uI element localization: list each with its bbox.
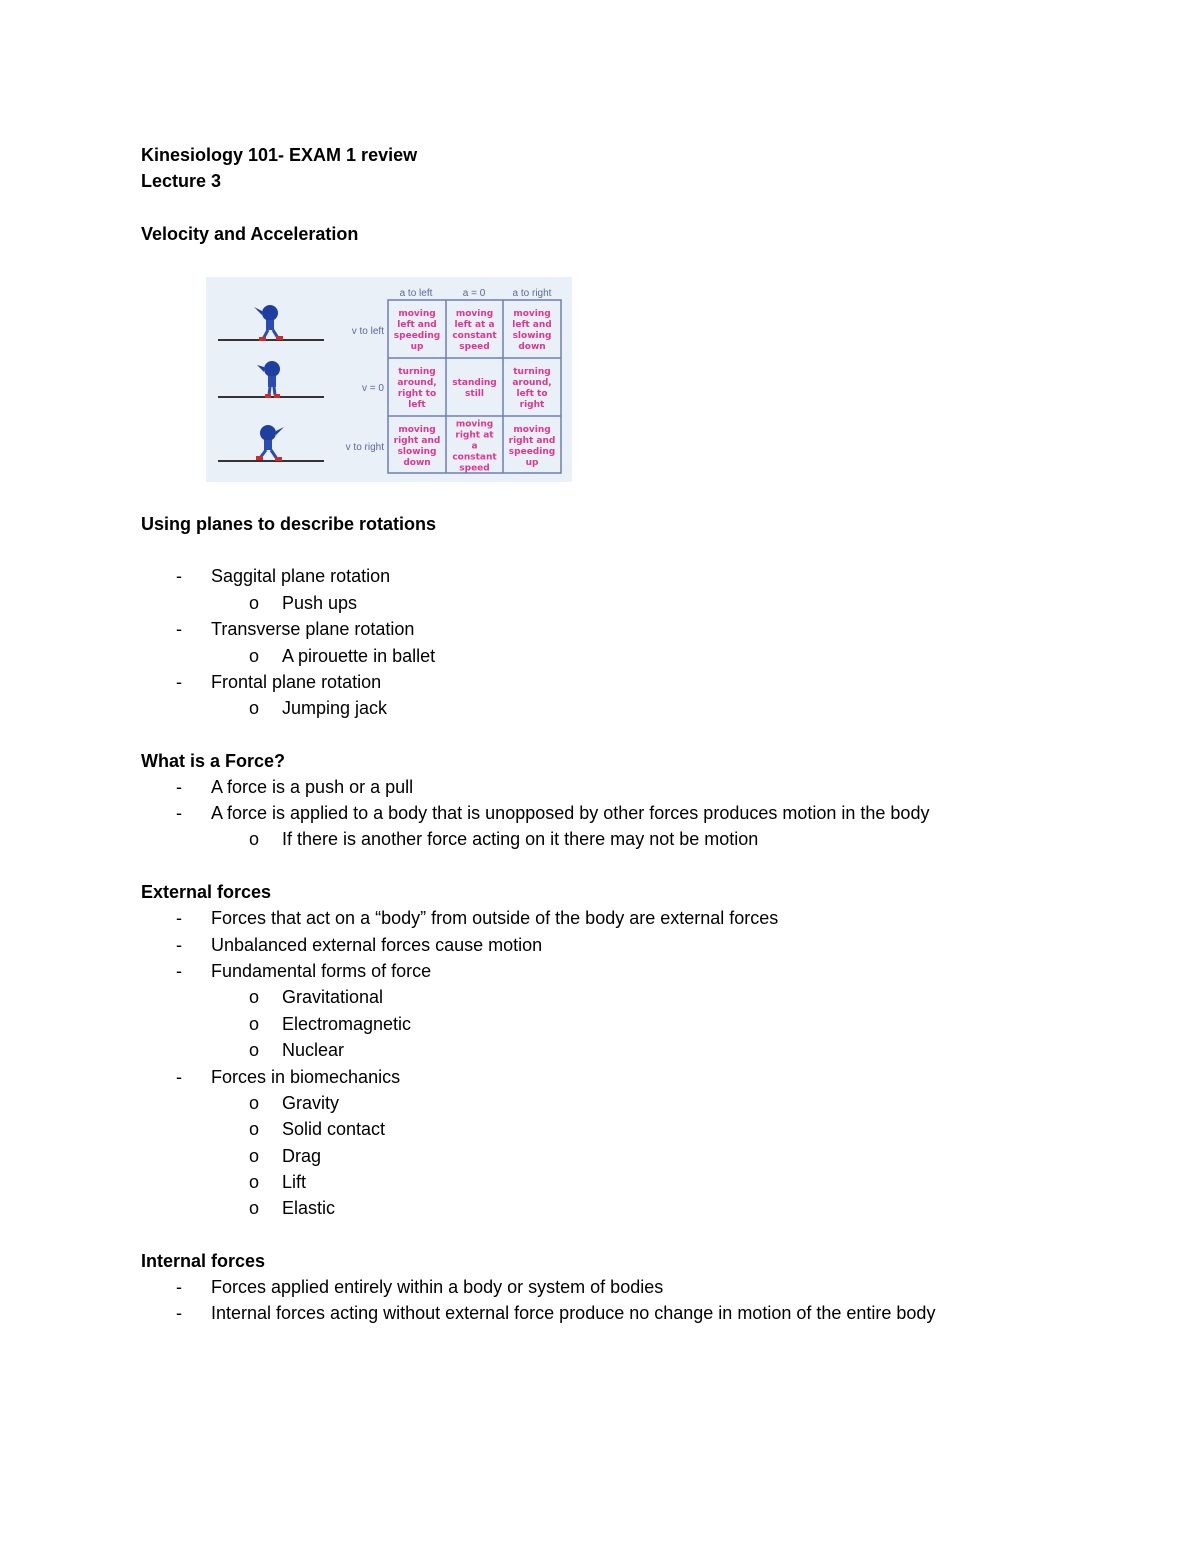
col-header-a-left: a to left	[399, 288, 433, 299]
bullet-dash: -	[176, 619, 182, 639]
section-heading-external: External forces	[141, 882, 272, 902]
list-item-text: Elastic	[282, 1198, 336, 1218]
bullet-dash: -	[176, 1067, 182, 1087]
grid-cell-text: turning around, right to left	[397, 367, 437, 410]
bullet-dash: -	[176, 1303, 182, 1323]
list-item-text: Forces in biomechanics	[211, 1067, 401, 1087]
section-heading-planes: Using planes to describe rotations	[141, 514, 437, 534]
grid-cell-text: moving right and speeding up	[508, 425, 556, 468]
list-item-text: A pirouette in ballet	[282, 646, 436, 666]
grid-cell-text: moving right at a constant speed	[452, 419, 497, 474]
character-row-3	[218, 425, 324, 461]
list-item-text: Saggital plane rotation	[211, 566, 391, 586]
lecture-label: Lecture 3	[141, 171, 222, 191]
bullet-circle: o	[249, 1119, 260, 1139]
bullet-circle: o	[249, 1146, 260, 1166]
row-header-v-left: v to left	[351, 326, 384, 337]
bullet-circle: o	[249, 1040, 260, 1060]
list-item-text: Forces that act on a “body” from outside of the body are external forces	[211, 908, 779, 928]
bullet-circle: o	[249, 593, 260, 613]
bullet-circle: o	[249, 1198, 260, 1218]
list-item-text: Lift	[282, 1172, 307, 1192]
bullet-circle: o	[249, 1093, 260, 1113]
document-title: Kinesiology 101- EXAM 1 review	[141, 145, 418, 165]
bullet-dash: -	[176, 777, 182, 797]
list-item-text: Solid contact	[282, 1119, 386, 1139]
character-row-1	[218, 305, 324, 341]
col-header-a-right: a to right	[512, 288, 552, 299]
list-item-text: If there is another force acting on it there may not be motion	[282, 829, 759, 849]
list-item-text: Unbalanced external forces cause motion	[211, 935, 543, 955]
list-item-text: A force is applied to a body that is unopposed by other forces produces motion in the body	[211, 803, 930, 823]
velocity-acceleration-grid	[206, 277, 572, 482]
bullet-dash: -	[176, 1277, 182, 1297]
list-item-text: Gravitational	[282, 987, 384, 1007]
section-heading-force: What is a Force?	[141, 751, 286, 771]
list-item-text: Electromagnetic	[282, 1014, 412, 1034]
bullet-circle: o	[249, 987, 260, 1007]
list-item-text: Internal forces acting without external force produce no change in motion of the entire body	[211, 1303, 936, 1323]
list-item-text: Jumping jack	[282, 698, 388, 718]
grid-cell-text: moving left and speeding up	[393, 309, 441, 352]
bullet-circle: o	[249, 646, 260, 666]
row-header-v-right: v to right	[345, 442, 384, 453]
col-header-a-zero: a = 0	[462, 288, 486, 299]
bullet-dash: -	[176, 961, 182, 981]
list-item-text: Transverse plane rotation	[211, 619, 415, 639]
list-item-text: Fundamental forms of force	[211, 961, 432, 981]
character-row-2	[218, 361, 324, 398]
velocity-acceleration-figure	[206, 277, 572, 482]
list-item-text: Push ups	[282, 593, 358, 613]
list-item-text: Frontal plane rotation	[211, 672, 382, 692]
grid-cells	[394, 309, 556, 474]
bullet-dash: -	[176, 672, 182, 692]
bullet-dash: -	[176, 935, 182, 955]
grid-cell-text: moving left at a constant speed	[452, 309, 497, 352]
grid-cell-text: turning around, left to right	[512, 367, 552, 410]
bullet-circle: o	[249, 1014, 260, 1034]
bullet-dash: -	[176, 908, 182, 928]
bullet-circle: o	[249, 829, 260, 849]
list-item-text: Drag	[282, 1146, 322, 1166]
standing-figure-icon	[257, 361, 280, 398]
list-item-text: Nuclear	[282, 1040, 345, 1060]
bullet-circle: o	[249, 698, 260, 718]
runner-icon	[254, 305, 283, 341]
bullet-dash: -	[176, 803, 182, 823]
grid-cell-text: moving right and slowing down	[393, 425, 441, 468]
list-item-text: A force is a push or a pull	[211, 777, 414, 797]
list-item-text: Forces applied entirely within a body or system of bodies	[211, 1277, 664, 1297]
section-heading-velocity: Velocity and Acceleration	[141, 224, 359, 244]
grid-cell-text: moving left and slowing down	[512, 309, 552, 352]
grid-cell-text: standing still	[452, 378, 497, 399]
list-item-text: Gravity	[282, 1093, 340, 1113]
bullet-circle: o	[249, 1172, 260, 1192]
section-heading-internal: Internal forces	[141, 1251, 266, 1271]
row-header-v-zero: v = 0	[362, 383, 384, 394]
runner-icon	[256, 425, 284, 461]
bullet-dash: -	[176, 566, 182, 586]
